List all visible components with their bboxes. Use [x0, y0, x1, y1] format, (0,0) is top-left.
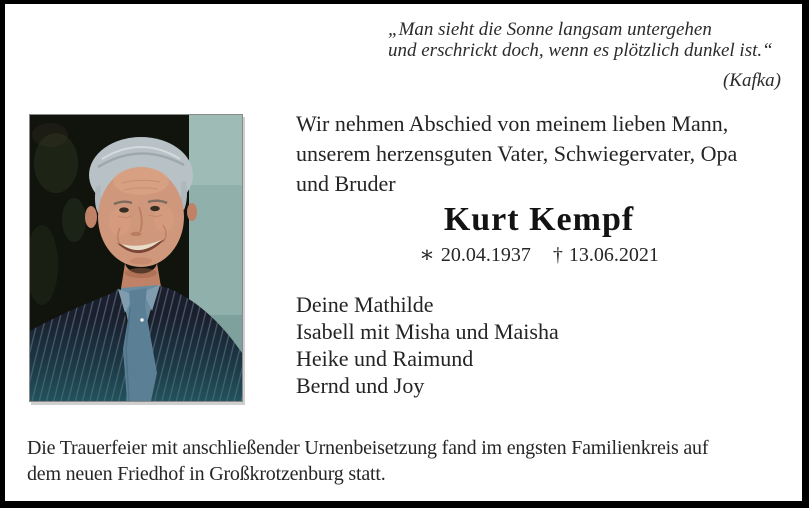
announcement-text [296, 109, 782, 199]
quote-attribution: (Kafka) [722, 70, 781, 91]
text-line: Bernd und Joy [296, 373, 425, 398]
funeral-notice [27, 436, 789, 487]
portrait-illustration [30, 115, 242, 401]
text-line: Die Trauerfeier mit anschließender Urnenbeisetzung fand im engsten Familienkreis auf [27, 437, 709, 459]
text-line: Heike und Raimund [296, 346, 474, 371]
text-line: und erschrickt doch, wenn es plötzlich dunkel ist.“ [388, 40, 773, 61]
text-line: unserem herzensguten Vater, Schwiegervater, Opa [296, 141, 738, 166]
text-line: „Man sieht die Sonne langsam untergehen [388, 19, 712, 40]
mourners-list [296, 291, 782, 399]
birth-date-group [419, 244, 531, 266]
text-line: Wir nehmen Abschied von meinem lieben Mann, [296, 111, 729, 136]
ear [85, 206, 97, 228]
death-date-group [553, 244, 659, 266]
death-date: 13.06.2021 [568, 244, 659, 266]
tie-pin [140, 318, 143, 321]
death-symbol: † [552, 244, 563, 266]
quote-text [388, 19, 781, 61]
text-line: dem neuen Friedhof in Großkrotzenburg statt. [27, 462, 386, 485]
main-text-column [296, 109, 782, 399]
life-dates [296, 242, 782, 267]
birth-date: 20.04.1937 [440, 244, 531, 266]
text-line: und Bruder [296, 171, 396, 196]
eye [119, 207, 129, 212]
text-line: Isabell mit Misha und Maisha [296, 319, 559, 344]
tie-knot [129, 288, 147, 307]
deceased-name: Kurt Kempf [443, 201, 635, 238]
text-line: Deine Mathilde [296, 292, 434, 317]
portrait-photo [29, 114, 243, 402]
quote-block [388, 19, 781, 91]
birth-symbol: ∗ [419, 242, 435, 267]
